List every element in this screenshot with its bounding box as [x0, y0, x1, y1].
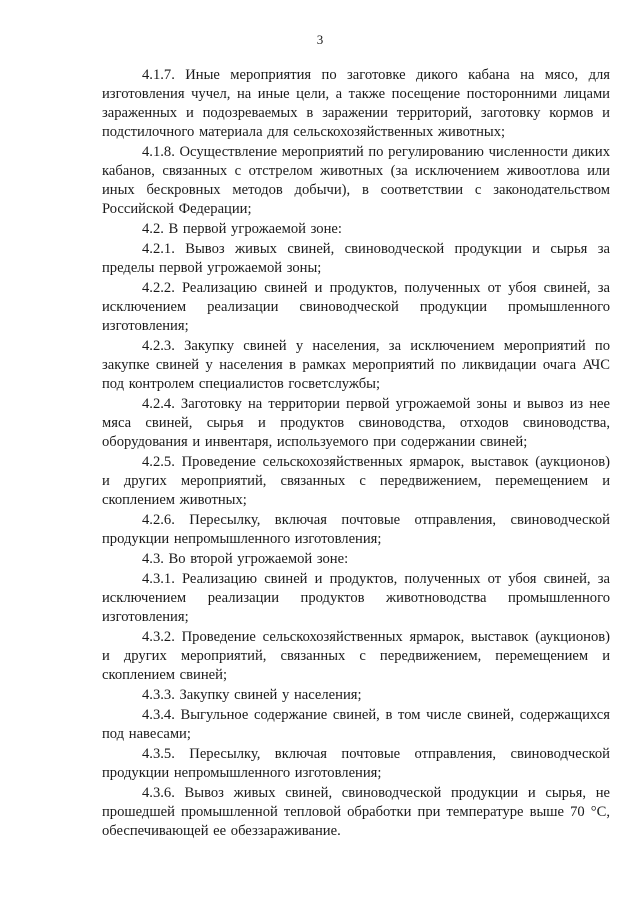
paragraph-4-3-6: 4.3.6. Вывоз живых свиней, свиноводческой продукции и сырья, не прошедшей промышленной тепловой обработки при температуре выше 70 °С, обеспечивающей ее обеззараживание.	[102, 785, 610, 839]
paragraph-4-2-4: 4.2.4. Заготовку на территории первой угрожаемой зоны и вывоз из нее мяса свиней, сырья и продуктов свиноводства, отходов свиноводства, оборудования и инвентаря, используемого при содержании свиней;	[102, 396, 610, 450]
paragraph-4-2-1: 4.2.1. Вывоз живых свиней, свиноводческой продукции и сырья за пределы первой угрожаемой зоны;	[102, 241, 610, 276]
paragraph-4-3-4: 4.3.4. Выгульное содержание свиней, в том числе свиней, содержащихся под навесами;	[102, 707, 610, 742]
paragraph-4-2-5: 4.2.5. Проведение сельскохозяйственных ярмарок, выставок (аукционов) и других мероприятий, связанных с передвижением, перемещением и скоплением животных;	[102, 454, 610, 508]
document-body	[102, 66, 610, 842]
paragraph-4-2-6: 4.2.6. Пересылку, включая почтовые отправления, свиноводческой продукции непромышленного изготовления;	[102, 512, 610, 547]
paragraph-4-3: 4.3. Во второй угрожаемой зоне:	[142, 551, 349, 567]
paragraph-4-3-5: 4.3.5. Пересылку, включая почтовые отправления, свиноводческой продукции непромышленного изготовления;	[102, 746, 610, 781]
paragraph-4-3-3: 4.3.3. Закупку свиней у населения;	[142, 687, 362, 703]
paragraph-4-1-7: 4.1.7. Иные мероприятия по заготовке дикого кабана на мясо, для изготовления чучел, на иные цели, а также посещение посторонними лицами зараженных и подозреваемых в заражении территорий, заготовку кормов и подстилочного материала для сельскохозяйственных животных;	[102, 67, 610, 140]
paragraph-4-2-2: 4.2.2. Реализацию свиней и продуктов, полученных от убоя свиней, за исключением реализации свиноводческой продукции промышленного изготовления;	[102, 280, 610, 334]
paragraph-4-2-3: 4.2.3. Закупку свиней у населения, за исключением мероприятий по закупке свиней у населения в рамках мероприятий по ликвидации очага АЧС под контролем специалистов госветслужбы;	[102, 338, 610, 392]
paragraph-4-3-1: 4.3.1. Реализацию свиней и продуктов, полученных от убоя свиней, за исключением реализации продуктов животноводства промышленного изготовления;	[102, 571, 610, 625]
paragraph-4-3-2: 4.3.2. Проведение сельскохозяйственных ярмарок, выставок (аукционов) и других мероприятий, связанных с передвижением, перемещением и скоплением свиней;	[102, 629, 610, 683]
paragraph-4-1-8: 4.1.8. Осуществление мероприятий по регулированию численности диких кабанов, связанных с отстрелом животных (за исключением живоотлова или иных бескровных методов добычи), в соответствии с законодательством Российской Федерации;	[102, 144, 610, 217]
paragraph-4-2: 4.2. В первой угрожаемой зоне:	[142, 221, 342, 237]
page-number: 3	[316, 32, 324, 47]
